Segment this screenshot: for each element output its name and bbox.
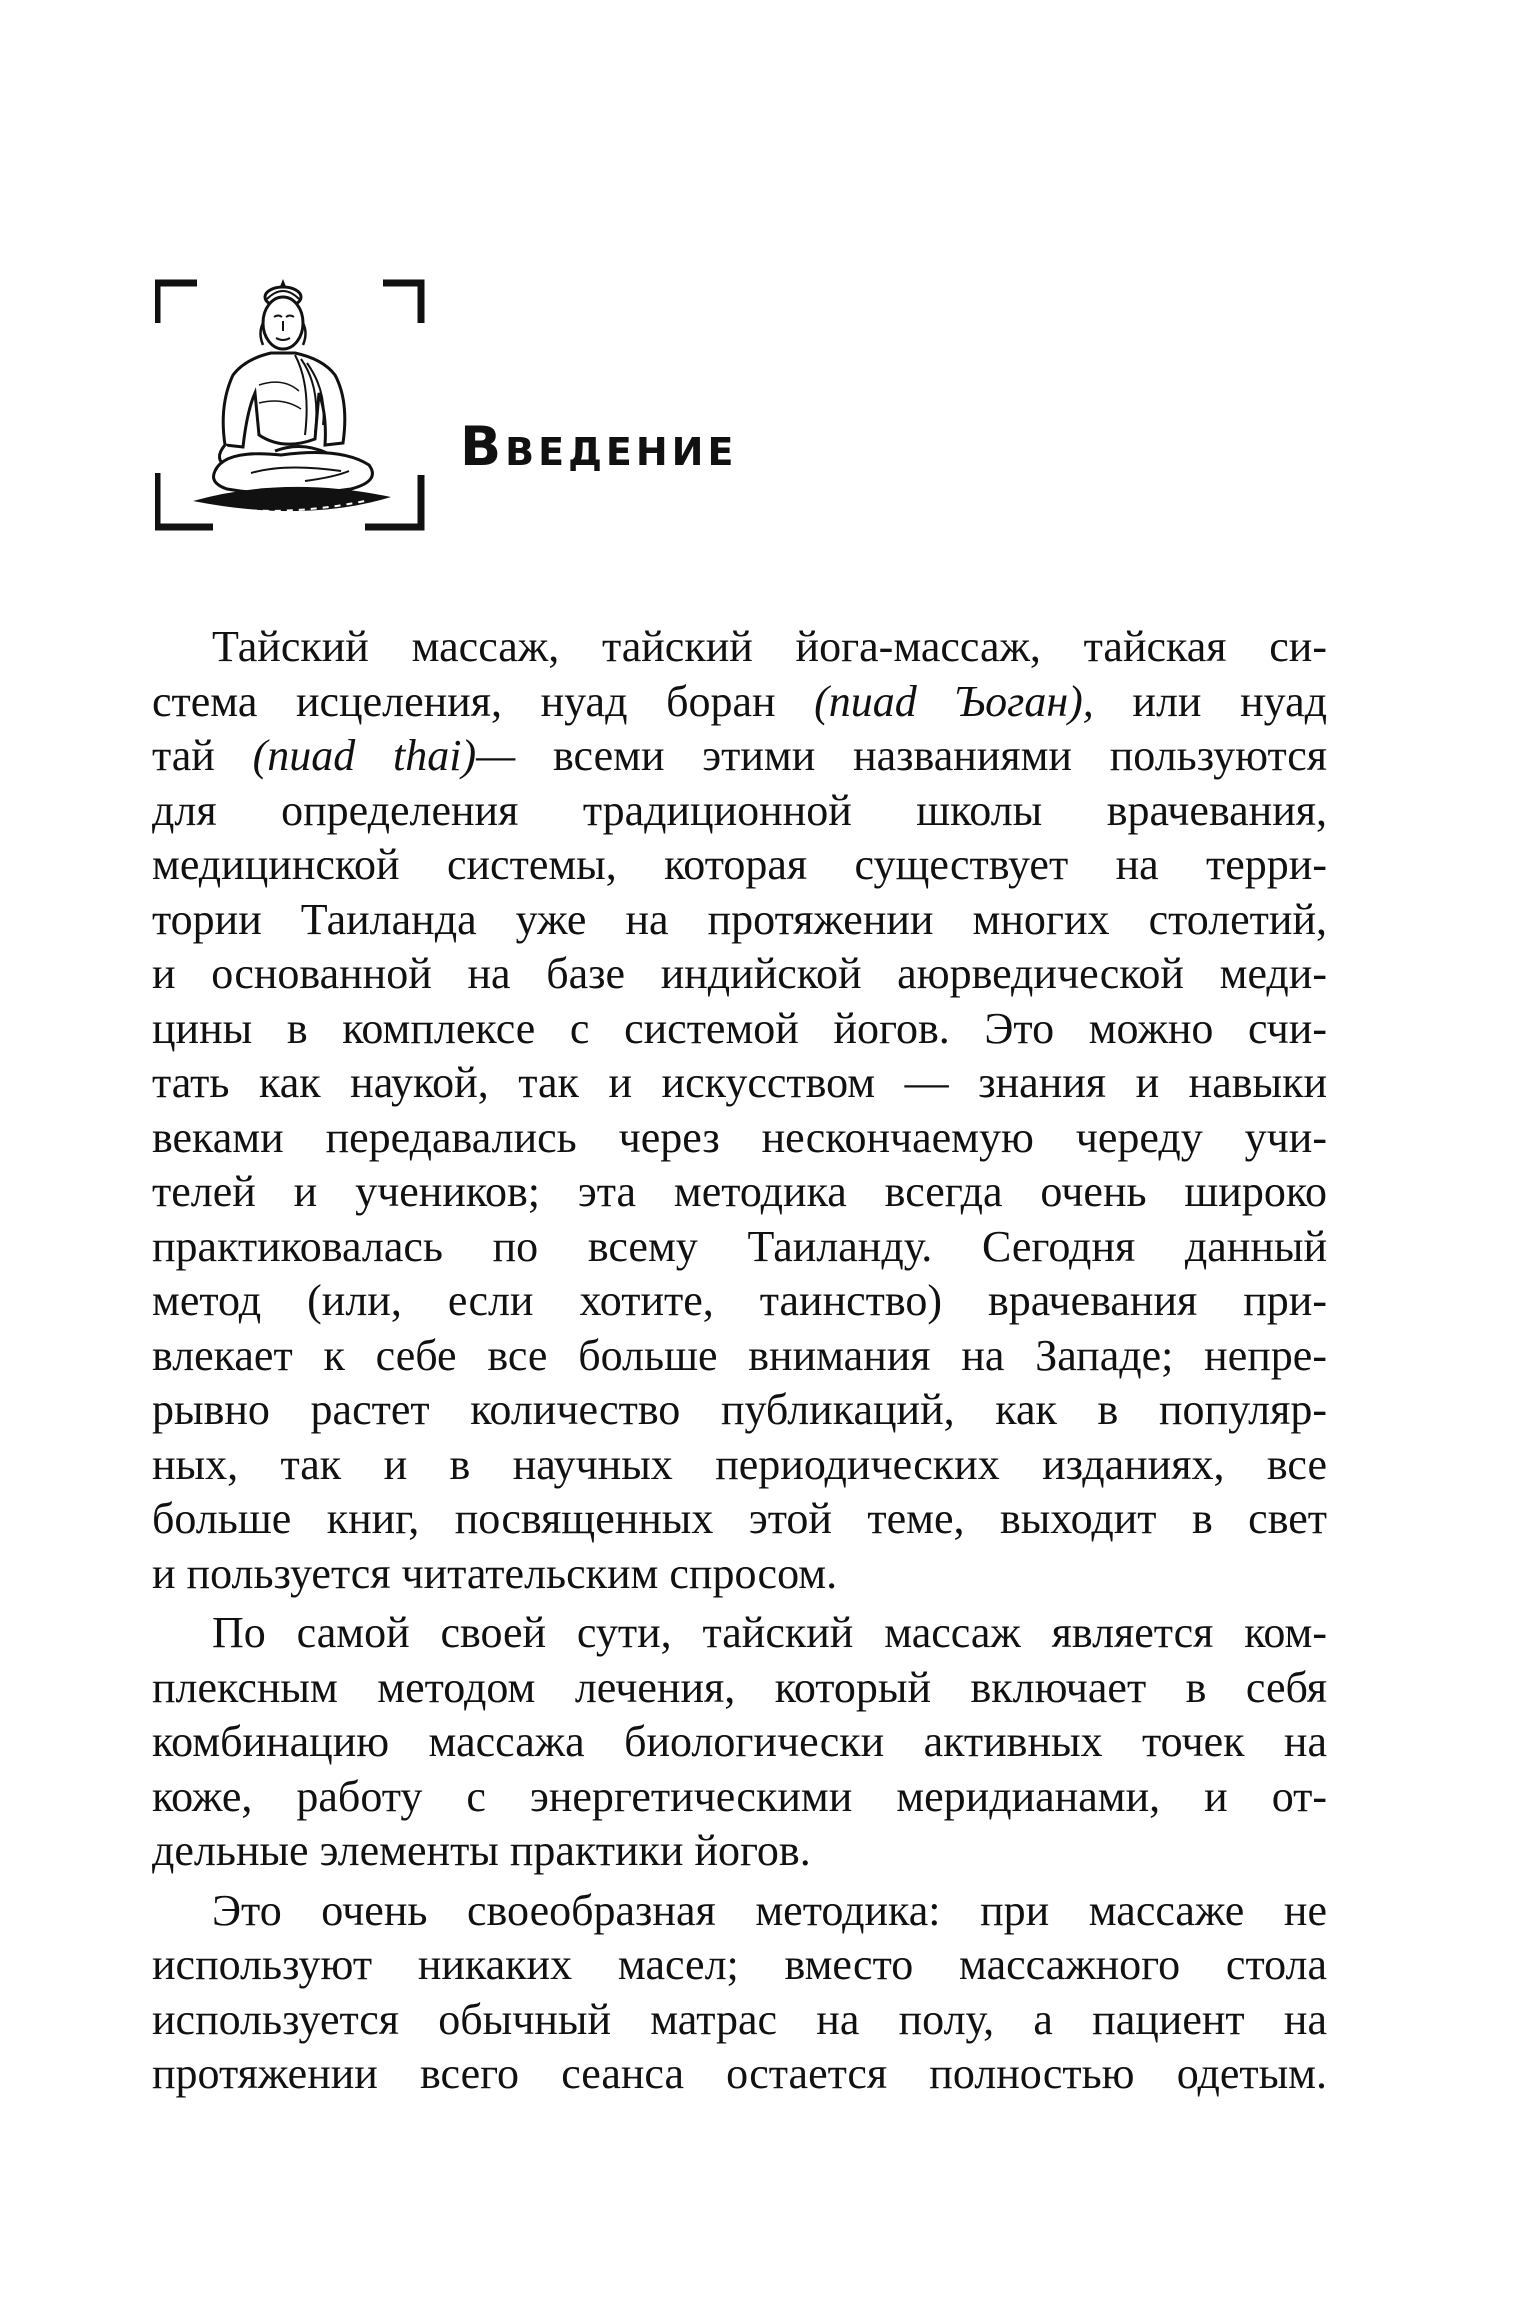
text-line: практиковалась по всему Таиланду. Сегодня данный <box>152 1221 1327 1271</box>
text-line: цины в комплексе с системой йогов. Это можно счи- <box>152 1003 1327 1053</box>
text-line: дельные элементы практики йогов. <box>152 1826 811 1875</box>
text-line: протяжении всего сеанса остается полностью одетым. <box>152 2049 1327 2098</box>
text-line: комбинацию массажа биологически активных точек на <box>152 1717 1327 1766</box>
text-line: Это очень своеобразная методика: при массаже не <box>212 1885 1327 1935</box>
text-line: используют никаких масел; вместо массажного стола <box>152 1940 1327 1989</box>
text-line: Тайский массаж, тайский йога-массаж, тайская си- <box>212 622 1327 671</box>
text-line: и пользуется читательским спросом. <box>152 1548 838 1598</box>
text-line: коже, работу с энергетическими меридианами, и от- <box>152 1771 1327 1821</box>
seated-buddha-icon <box>155 275 425 535</box>
paragraph-3 <box>152 1884 1327 2102</box>
text-line: веками передавались через нескончаемую череду учи- <box>152 1112 1327 1162</box>
text-line: больше книг, посвященных этой теме, выходит в свет <box>152 1494 1327 1543</box>
text-line: тать как наукой, так и искусством — знания и навыки <box>152 1058 1327 1107</box>
text-line: для определения традиционной школы врачевания, <box>152 785 1327 835</box>
text-line: используется обычный матрас на полу, а пациент на <box>152 1994 1327 2044</box>
text-line: стема исцеления, нуад боран (nuad Ъоган), или нуад <box>152 676 1327 726</box>
body-text <box>152 620 1327 2102</box>
text-line: рывно растет количество публикаций, как в популяр- <box>152 1385 1327 1434</box>
text-line: тай (nuad thai)— всеми этими названиями пользуются <box>152 731 1328 780</box>
text-line: По самой своей сути, тайский массаж является ком- <box>212 1608 1327 1657</box>
text-line: влекает к себе все больше внимания на Западе; непре- <box>152 1330 1327 1380</box>
paragraph-1 <box>152 620 1327 1601</box>
text-line: метод (или, если хотите, таинство) врачевания при- <box>152 1276 1327 1325</box>
text-line: плексным методом лечения, который включает в себя <box>152 1662 1327 1712</box>
italic-term: (nuad thai)— <box>252 731 516 780</box>
paragraph-2 <box>152 1606 1327 1879</box>
text-line: телей и учеников; эта методика всегда очень широко <box>152 1167 1327 1216</box>
text-line: медицинской системы, которая существует на терри- <box>152 840 1327 889</box>
text-line: тории Таиланда уже на протяжении многих столетий, <box>152 894 1327 944</box>
text-line: ных, так и в научных периодических изданиях, все <box>152 1439 1327 1489</box>
italic-term: (nuad Ъоган), <box>814 676 1094 726</box>
page-title: Введение <box>460 415 738 478</box>
text-line: и основанной на базе индийской аюрведической меди- <box>152 949 1327 998</box>
